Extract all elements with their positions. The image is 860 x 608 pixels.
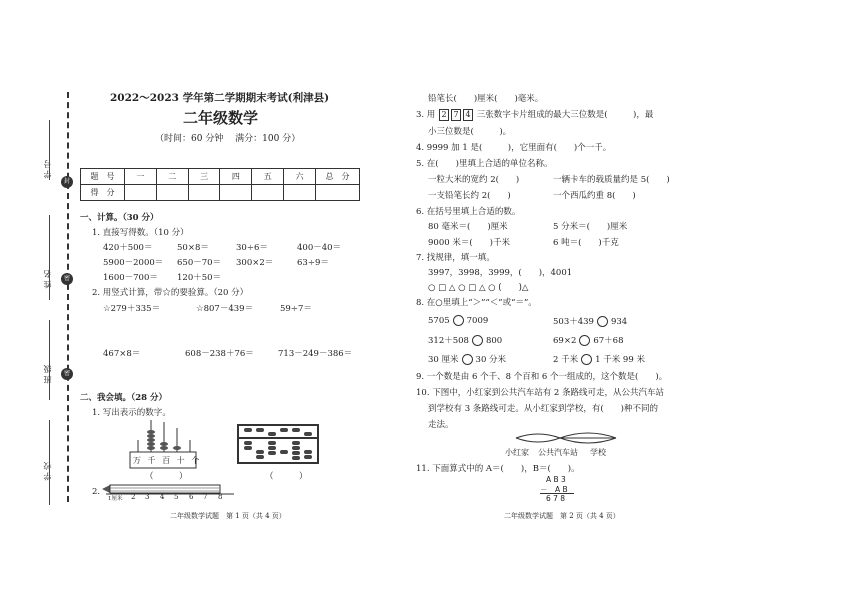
page-footer-left: 二年级数学试题 第 1 页（共 4 页） [170,512,286,520]
score-cell[interactable] [316,185,360,201]
vertical-calc-item: 713－249－386＝ [278,349,353,359]
section1-title: 一、计算。（30 分） [80,213,159,223]
equation-line2: － A B [540,485,568,494]
score-table [80,168,360,201]
q5-line: 5. 在( )里填上合适的单位名称。 [416,159,553,169]
section1-q1: 1. 直接写得数。（10 分） [92,228,189,238]
q10-line2: 到学校有 3 条路线可走。从小红家到学校，有( )种不同的 [428,404,658,414]
ruler-tick: 2 [131,493,136,501]
q10-line3: 走法。 [428,420,454,430]
compare-right: 800 [485,336,503,346]
binding-line [67,92,69,502]
score-header-cell: 五 [252,169,284,185]
ruler-unit: 1厘米 [108,496,123,502]
calc-item: 400－40＝ [297,243,342,253]
student-number-label: 学 号 [43,160,52,179]
number-card: 4 [463,109,473,121]
seal-mark: 密 [61,273,73,285]
section2-q1: 1. 写出表示的数字。 [92,408,171,418]
route-bus-stop: 公共汽车站 [538,448,578,457]
q6-line: 6. 在括号里填上合适的数。 [416,207,521,217]
student-number-line [49,120,50,180]
number-card: 2 [439,109,449,121]
section1-q2: 2. 用竖式计算，带☆的要验算。（20 分） [92,288,249,298]
score-header-cell: 一 [125,169,157,185]
subject-title: 二年级数学 [183,109,259,127]
ruler-tick: 8 [218,493,223,501]
q5-item: 一辆卡车的载质量约是 5( ) [553,175,670,185]
exam-title: 2022～2023 学年第二学期期末考试(利津县) [110,92,330,104]
seal-mark: 封 [61,176,73,188]
calc-item: 120＋50＝ [177,273,222,283]
q6-item: 80 毫米＝( )厘米 [428,222,508,232]
equation-line1: A B 3 [546,475,566,484]
compare-left: 5705 [428,316,450,326]
compare-item [553,353,645,365]
compare-circle[interactable] [597,316,608,327]
q6-item: 5 分米＝( )厘米 [553,222,628,232]
compare-item [553,315,627,327]
q7-sequence: 3997，3998，3999，( )，4001 [428,268,573,278]
compare-left: 69×2 [553,336,577,346]
compare-circle[interactable] [579,335,590,346]
q10-line1: 10. 下图中，小红家到公共汽车站有 2 条路线可走，从公共汽车站 [416,388,665,398]
ruler-figure [106,493,236,499]
vertical-calc-item: 608－238＋76＝ [185,349,254,359]
q3-line2: 小三位数是( )。 [428,127,512,137]
vertical-calc-item: 59÷7＝ [280,304,312,314]
ruler-tick: 6 [189,493,194,501]
q6-item: 9000 米＝( )千米 [428,238,510,248]
compare-item [553,334,624,346]
score-row-label: 得 分 [81,185,125,201]
compare-circle[interactable] [462,354,473,365]
score-header-cell: 总 分 [316,169,360,185]
vertical-calc-item: ☆807－439＝ [196,304,254,314]
compare-circle[interactable] [472,335,483,346]
calc-item: 300×2＝ [236,258,274,268]
compare-left: 30 厘米 [428,355,459,365]
compare-circle[interactable] [453,315,464,326]
calc-item: 5900－2000＝ [103,258,164,268]
ruler-tick: 5 [174,493,179,501]
q7-line: 7. 找规律，填一填。 [416,253,495,263]
q7-shapes: ○ □ △ ○ □ △ ○ ( )△ [428,283,529,293]
q2-continuation: 铅笔长( )厘米( )毫米。 [428,94,544,104]
place-value-labels [133,455,201,466]
seal-mark: 密 [61,368,73,380]
route-school: 学校 [590,448,606,457]
calc-item: 50×8＝ [177,243,209,253]
q5-item: 一个西瓜约重 8( ) [553,191,636,201]
section2-title: 二、我会填。（28 分） [80,393,168,403]
page-footer-right: 二年级数学试题 第 2 页（共 4 页） [504,512,620,520]
vertical-calc-item: ☆279＋335＝ [103,304,161,314]
route-diagram [508,430,633,446]
compare-right: 7009 [466,316,489,326]
calc-item: 650－70＝ [177,258,222,268]
q5-item: 一支铅笔长约 2( ) [428,191,511,201]
score-header-cell: 题 号 [81,169,125,185]
number-card: 7 [451,109,461,121]
answer-paren[interactable]: （ ） [265,472,308,482]
compare-left: 2 千米 [553,355,579,365]
equation-result: 6 7 8 [546,494,566,503]
school-label: 学 校 [43,462,52,481]
calc-item: 63÷9＝ [297,258,329,268]
score-cell[interactable] [220,185,252,201]
q8-line: 8. 在○里填上“＞”“＜”或“＝”。 [416,298,537,308]
score-header-cell: 四 [220,169,252,185]
compare-item [428,353,506,365]
score-cell[interactable] [284,185,316,201]
place-label: 个 [191,456,202,465]
score-cell[interactable] [156,185,188,201]
class-label: 班 级 [43,365,52,384]
q6-item: 6 吨＝( )千克 [553,238,619,248]
compare-right: 1 千米 99 米 [595,355,645,365]
compare-left: 312＋508 [428,336,469,346]
q4-line: 4. 9999 加 1 是( )，它里面有( )个一千。 [416,143,612,153]
calc-item: 420＋500＝ [103,243,153,253]
vertical-calc-item: 467×8＝ [103,349,141,359]
q3-prefix: 3. 用 [416,110,436,120]
name-line [49,215,50,300]
compare-right: 67＋68 [593,336,624,346]
compare-item [428,315,488,326]
ruler-tick: 4 [160,493,165,501]
calc-item: 30÷6＝ [236,243,268,253]
score-cell[interactable] [125,185,157,201]
section2-q2: 2. [92,487,101,497]
score-cell[interactable] [252,185,284,201]
q5-item: 一粒大米的宽约 2( ) [428,175,520,185]
q3-text: 三张数字卡片组成的最大三位数是( )，最 [476,110,654,120]
place-label: 千 [147,456,158,465]
abacus-figure [237,424,319,464]
ruler-tick: 7 [203,493,208,501]
score-cell[interactable] [188,185,220,201]
place-label: 十 [176,456,187,465]
q11-line: 11. 下面算式中的 A＝( )，B＝( )。 [416,464,580,474]
score-header-cell: 三 [188,169,220,185]
answer-paren[interactable]: （ ） [145,472,188,482]
name-label: 姓 名 [43,270,52,289]
compare-right: 30 分米 [475,355,507,365]
place-label: 万 [133,456,143,465]
score-header-cell: 六 [284,169,316,185]
ruler-tick: 3 [145,493,150,501]
compare-item [428,334,502,346]
q9-line: 9. 一个数是由 6 个千、8 个百和 6 个一组成的，这个数是( )。 [416,372,668,382]
compare-right: 934 [610,317,628,327]
compare-circle[interactable] [581,354,592,365]
school-line [49,420,50,505]
place-label: 百 [162,456,173,465]
route-home: 小红家 [505,448,529,457]
class-line [49,320,50,400]
compare-left: 503＋439 [553,317,594,327]
calc-item: 1600－700＝ [103,273,158,283]
score-header-cell: 二 [156,169,188,185]
exam-meta: （时间：60 分钟 满分：100 分） [155,134,301,144]
q3-line [416,108,653,121]
